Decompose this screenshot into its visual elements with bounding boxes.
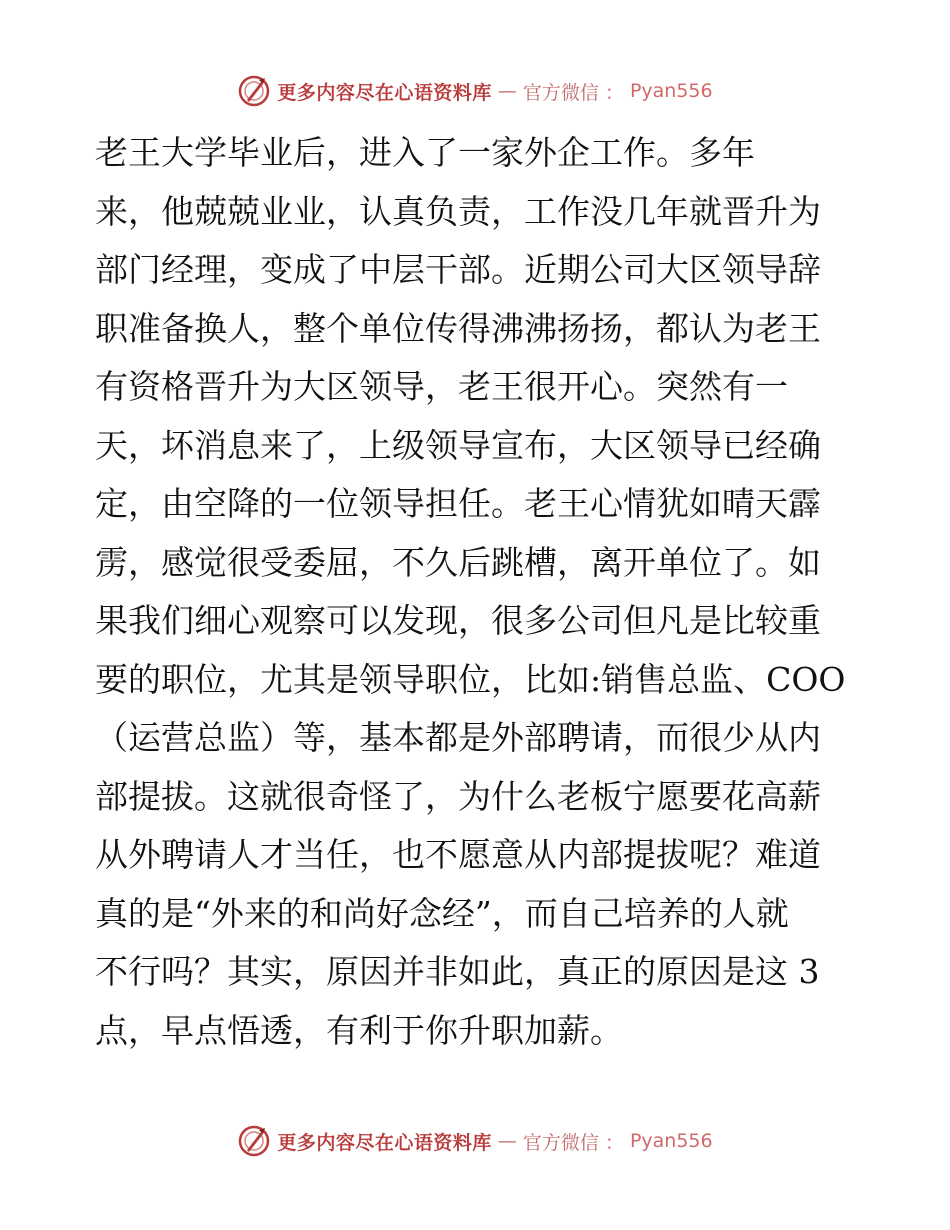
watermark-account: Pyan556 <box>629 80 713 102</box>
watermark-wechat-label: 官方微信 <box>522 1131 599 1154</box>
body-line: （运营总监）等，基本都是外部聘请，而很少从内 <box>95 718 821 757</box>
watermark-wechat-label: 官方微信 <box>522 81 599 104</box>
watermark-account: Pyan556 <box>629 1130 713 1152</box>
body-line: 天，坏消息来了，上级领导宣布，大区领导已经确 <box>95 425 821 465</box>
quill-seal-icon <box>237 74 271 108</box>
header-watermark <box>0 74 950 108</box>
watermark-dash: — <box>497 1130 517 1152</box>
footer-watermark <box>0 1124 950 1158</box>
article-body <box>95 124 855 1060</box>
body-line: 老王大学毕业后，进入了一家外企工作。多年 <box>95 133 755 172</box>
watermark-main-text: 更多内容尽在心语资料库 <box>277 81 492 104</box>
body-line: 真的是“外来的和尚好念经”，而自己培养的人就 <box>95 893 789 933</box>
body-line: 定，由空降的一位领导担任。老王心情犹如晴天霹 <box>95 484 821 523</box>
watermark-main-text: 更多内容尽在心语资料库 <box>277 1131 492 1154</box>
body-line: 不行吗？其实，原因并非如此，真正的原因是这 3 <box>95 952 820 991</box>
body-line: 来，他兢兢业业，认真负责，工作没几年就晋升为 <box>95 191 821 231</box>
body-line: 从外聘请人才当任，也不愿意从内部提拔呢？难道 <box>95 835 821 874</box>
body-line: 要的职位，尤其是领导职位，比如:销售总监、COO <box>95 659 846 699</box>
watermark-colon: ： <box>604 1131 624 1154</box>
watermark-colon: ： <box>604 81 624 104</box>
body-line: 果我们细心观察可以发现，很多公司但凡是比较重 <box>95 601 821 640</box>
body-line: 有资格晋升为大区领导，老王很开心。突然有一 <box>95 367 788 406</box>
body-line: 职准备换人，整个单位传得沸沸扬扬，都认为老王 <box>95 308 821 348</box>
body-line: 雳，感觉很受委屈，不久后跳槽，离开单位了。如 <box>95 542 821 582</box>
body-line: 点，早点悟透，有利于你升职加薪。 <box>95 1010 623 1050</box>
watermark-dash: — <box>497 80 517 102</box>
body-line: 部提拔。这就很奇怪了，为什么老板宁愿要花高薪 <box>95 776 821 816</box>
quill-seal-icon <box>237 1124 271 1158</box>
body-line: 部门经理，变成了中层干部。近期公司大区领导辞 <box>95 250 821 289</box>
